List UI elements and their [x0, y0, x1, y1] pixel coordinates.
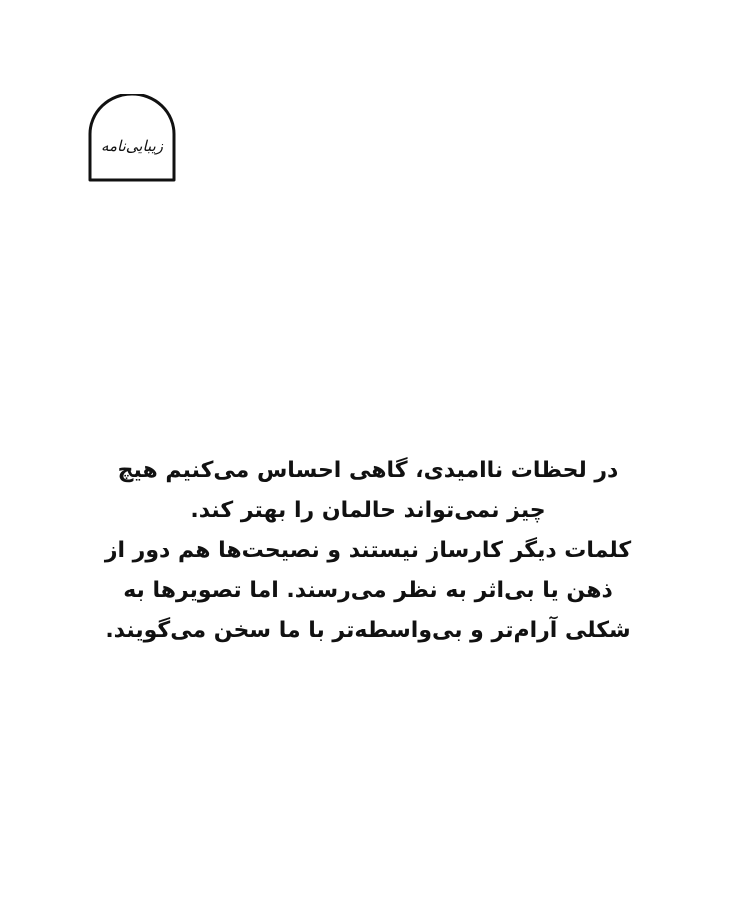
- quote-line-5: شکلی آرام‌تر و بی‌واسطه‌تر با ما سخن می‌گویند.: [105, 618, 631, 643]
- brand-logo: [88, 94, 176, 182]
- quote-line-4: ذهن یا بی‌اثر به نظر می‌رسند. اما تصویرها به: [123, 578, 613, 603]
- quote-line-2: چیز نمی‌تواند حالمان را بهتر کند.: [190, 498, 546, 523]
- quote-line-1: در لحظات ناامیدی، گاهی احساس می‌کنیم هیچ: [117, 458, 619, 483]
- logo-text: زیبایی‌نامه: [100, 137, 163, 155]
- quote-line-3: کلمات دیگر کارساز نیستند و نصیحت‌ها هم دور از: [104, 538, 632, 563]
- quote-text: [60, 451, 676, 651]
